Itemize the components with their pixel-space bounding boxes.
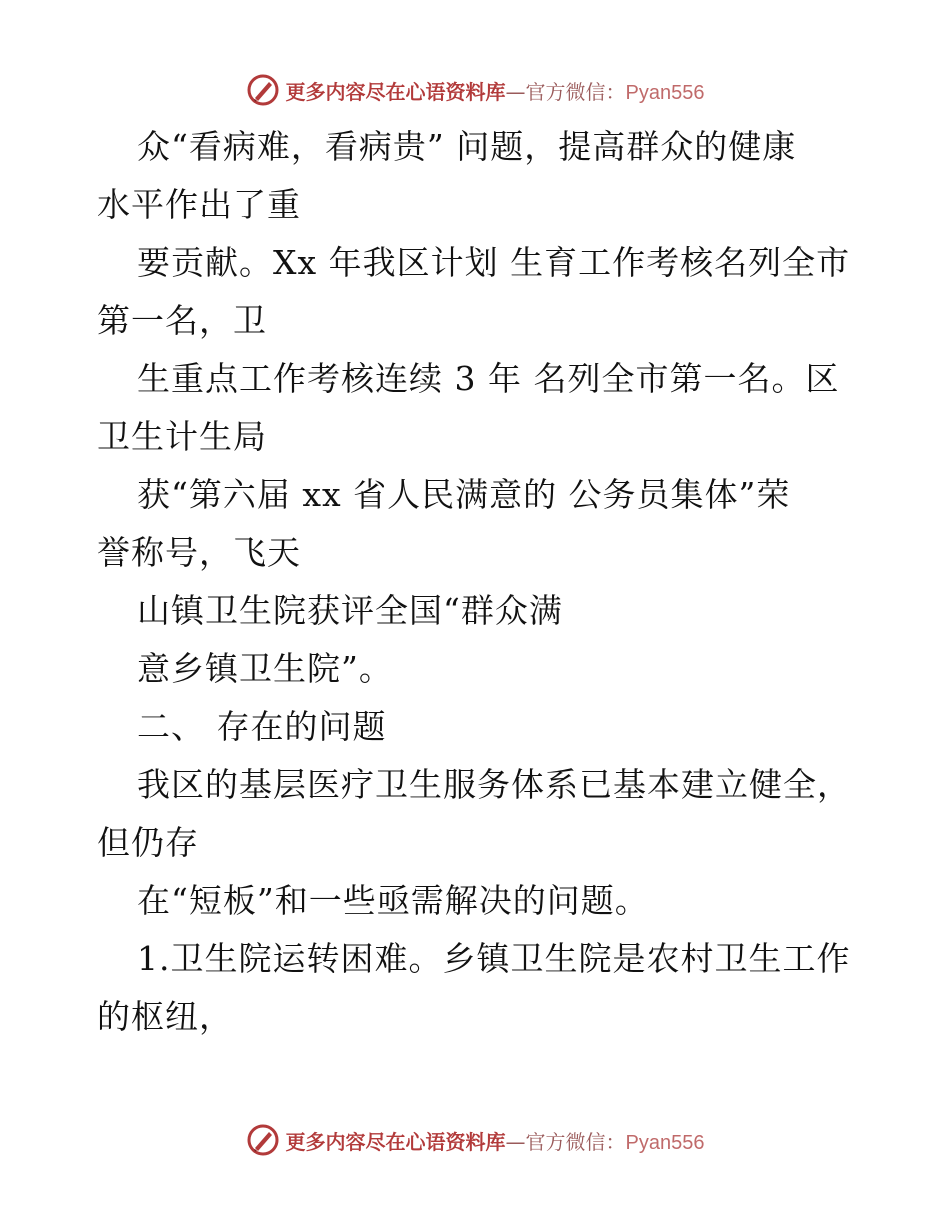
header-banner-lead: 更多内容尽在心语资料库 [285, 79, 506, 104]
body-line: 众“看病难，看病贵” 问题，提高群众的健康 [137, 127, 797, 166]
body-line: 1.卫生院运转困难。乡镇卫生院是农村卫生工作 [137, 939, 851, 978]
body-line: 要贡献。Xx 年我区计划 生育工作考核名列全市 [137, 243, 851, 282]
body-line: 获“第六届 xx 省人民满意的 公务员集体”荣 [137, 475, 791, 514]
pen-circle-logo-icon [246, 1123, 280, 1157]
document-body [97, 118, 857, 1046]
body-line: 卫生计生局 [97, 417, 267, 456]
header-banner-text [286, 76, 705, 105]
body-line: 在“短板”和一些亟需解决的问题。 [137, 881, 649, 920]
footer-banner [0, 1120, 950, 1160]
header-banner [0, 70, 950, 110]
footer-banner-text [286, 1126, 705, 1155]
body-line: 誉称号，飞天 [97, 533, 301, 572]
body-line: 的枢纽， [97, 997, 233, 1036]
body-line: 意乡镇卫生院”。 [137, 649, 393, 688]
body-line: 山镇卫生院获评全国“群众满 [137, 591, 563, 630]
body-line: 但仍存 [97, 823, 199, 862]
header-banner-id: Pyan556 [625, 81, 705, 104]
section-heading: 二、 存在的问题 [137, 707, 387, 746]
footer-banner-id: Pyan556 [625, 1131, 705, 1154]
footer-banner-lead: 更多内容尽在心语资料库 [285, 1129, 506, 1154]
footer-banner-middle: —官方微信： [505, 1129, 626, 1154]
body-line: 我区的基层医疗卫生服务体系已基本建立健全， [137, 765, 851, 804]
body-line: 生重点工作考核连续 3 年 名列全市第一名。区 [137, 359, 840, 398]
body-line: 第一名，卫 [97, 301, 267, 340]
pen-circle-logo-icon [246, 73, 280, 107]
body-line: 水平作出了重 [97, 185, 301, 224]
header-banner-middle: —官方微信： [505, 79, 626, 104]
